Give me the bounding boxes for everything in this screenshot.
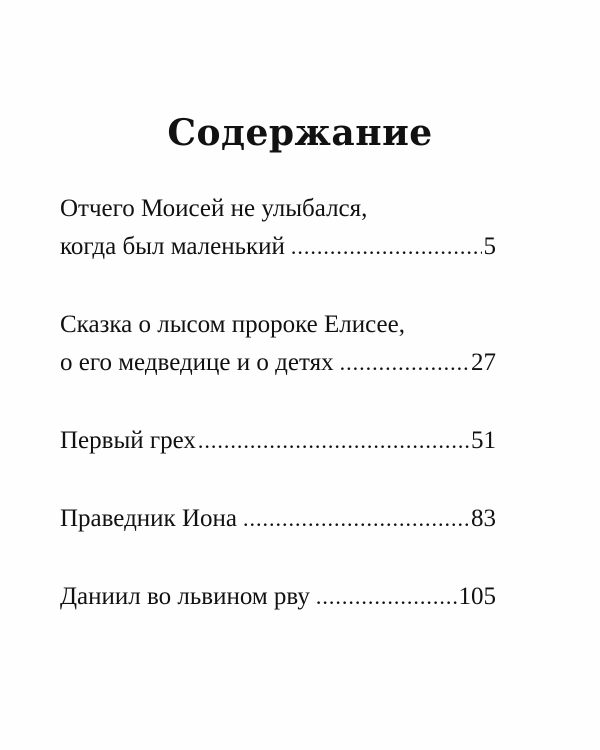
toc-entry-first-sin <box>60 422 496 460</box>
dot-leader <box>291 228 482 266</box>
toc-entry-line <box>60 422 496 460</box>
toc-entry-line <box>60 578 496 616</box>
toc-entry-line <box>60 190 496 228</box>
dot-leader <box>316 578 457 616</box>
toc-entry-title-line-2: о его медведице и о детях <box>60 349 334 376</box>
toc-entry-title-line-2: когда был маленький <box>60 233 285 260</box>
toc-entry-moses <box>60 190 496 266</box>
toc-entry-title: Первый грех <box>60 427 196 454</box>
toc-entry-line <box>60 306 496 344</box>
toc-entry-line <box>60 228 496 266</box>
toc-entry-title: Праведник Иона <box>60 505 237 532</box>
toc-entry-title-line-1: Сказка о лысом пророке Елисее, <box>60 311 405 338</box>
toc-entry-title-line-1: Отчего Моисей не улыбался, <box>60 195 368 222</box>
page-title: Содержание <box>167 112 433 154</box>
toc-page-number: 27 <box>471 349 496 376</box>
toc-entry-daniel <box>60 578 496 616</box>
toc-page-number: 51 <box>471 427 496 454</box>
toc-entry-line <box>60 500 496 538</box>
table-of-contents <box>60 190 496 616</box>
toc-page-number: 5 <box>483 233 496 260</box>
dot-leader <box>243 500 469 538</box>
toc-entry-elisha <box>60 306 496 382</box>
dot-leader <box>340 344 469 382</box>
toc-page-number: 83 <box>471 505 496 532</box>
toc-entry-line <box>60 344 496 382</box>
toc-page-number: 105 <box>458 583 496 610</box>
toc-entry-title: Даниил во львином рву <box>60 583 310 610</box>
dot-leader <box>198 422 469 460</box>
toc-entry-jonah <box>60 500 496 538</box>
